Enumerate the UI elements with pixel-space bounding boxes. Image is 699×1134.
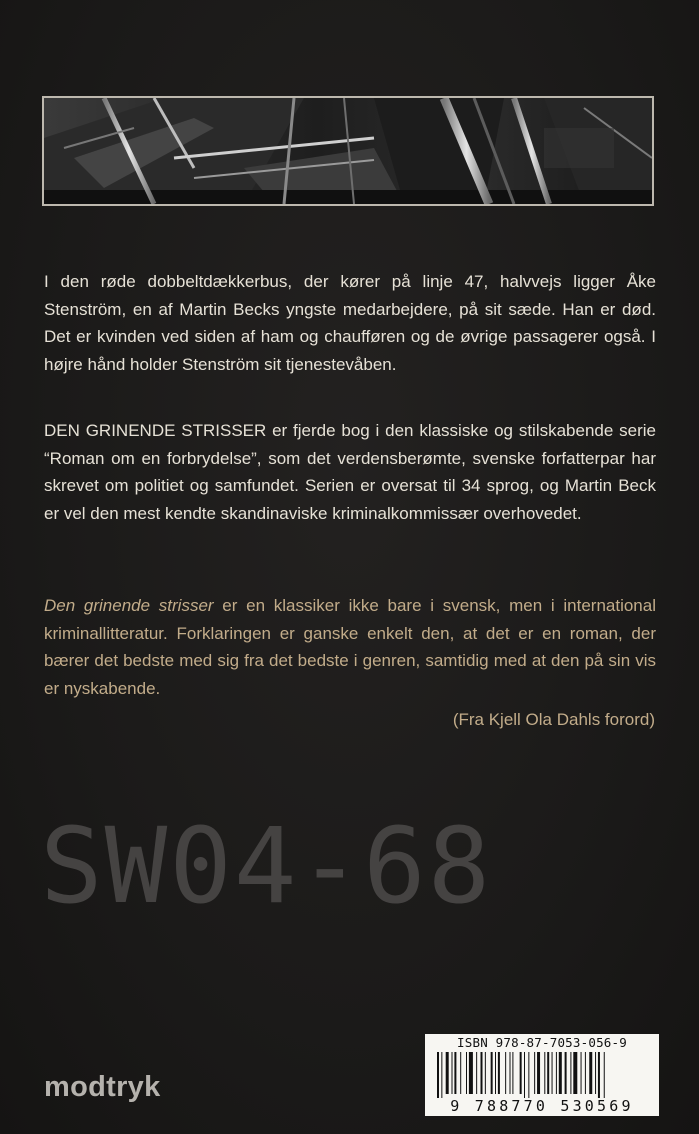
barcode-bar	[481, 1052, 483, 1094]
barcode-bar	[454, 1052, 456, 1094]
barcode-bar	[573, 1052, 577, 1094]
barcode-bar	[520, 1052, 522, 1094]
catalog-code: SW04-68	[40, 805, 493, 927]
barcode-bar	[491, 1052, 493, 1094]
barcode-bar	[452, 1052, 453, 1094]
barcode-bar	[485, 1052, 486, 1094]
barcode-number: 9 788770 530569	[450, 1097, 634, 1115]
barcode-bars	[437, 1052, 647, 1098]
barcode-bar	[446, 1052, 449, 1094]
barcode-bar	[570, 1052, 571, 1094]
foreword-quote	[44, 592, 656, 702]
cover-photo-bus-interior	[42, 96, 654, 206]
barcode-bar	[437, 1052, 439, 1098]
barcode-bar	[544, 1052, 545, 1094]
quote-body: er en klassiker ikke bare i svensk, men i international kriminallitteratur. Forklaringen er ganske enkelt den, at det er en roman, der bærer det bedste med sig fra det bedste i genren, samtidig med at den på sin vis er nyskabende.	[44, 596, 656, 698]
barcode-bar	[565, 1052, 567, 1094]
barcode-bar	[495, 1052, 496, 1094]
barcode-bar	[598, 1052, 600, 1098]
barcode-bar	[585, 1052, 586, 1094]
isbn-barcode	[425, 1034, 659, 1116]
barcode-bar	[524, 1052, 525, 1098]
barcode-bar	[466, 1052, 467, 1094]
barcode-bar	[528, 1052, 529, 1098]
synopsis-paragraph: I den røde dobbeltdækkerbus, der kører på linje 47, halvvejs ligger Åke Stenström, en af Martin Becks yngste medarbejdere, på sit sæde. Han er død. Det er kvinden ved siden af ham og chaufføren og de øvrige passagerer også. I højre hånd holder Stenström sit tjenestevåben.	[44, 272, 656, 374]
barcode-bar	[552, 1052, 553, 1094]
barcode-bar	[559, 1052, 562, 1094]
barcode-bar	[556, 1052, 557, 1094]
barcode-bar	[537, 1052, 540, 1094]
barcode-bar	[498, 1052, 500, 1094]
barcode-bar	[510, 1052, 511, 1094]
barcode-bar	[512, 1052, 513, 1094]
quote-source: (Fra Kjell Ola Dahls forord)	[452, 710, 655, 729]
series-paragraph: DEN GRINENDE STRISSER er fjerde bog i den klassiske og stilskabende serie “Roman om en forbrydelse”, som det verdensberømte, svenske forfatterpar har skrevet om politiet og samfundet. Serien er oversat til 34 sprog, og Martin Beck er vel den mest kendte skandinaviske kriminalkommissær overhovedet.	[44, 421, 656, 523]
barcode-bar	[441, 1052, 442, 1098]
barcode-bar	[604, 1052, 605, 1098]
barcode-bar	[469, 1052, 473, 1094]
isbn-label: ISBN 978-87-7053-056-9	[457, 1035, 627, 1050]
quote-book-title: Den grinende strisser	[44, 596, 214, 615]
barcode-bar	[476, 1052, 477, 1094]
barcode-bar	[595, 1052, 596, 1094]
bus-interior-image	[44, 98, 652, 204]
barcode-bar	[581, 1052, 582, 1094]
barcode-bar	[460, 1052, 461, 1094]
barcode-bar	[589, 1052, 592, 1094]
barcode-bar	[534, 1052, 535, 1094]
barcode-bar	[505, 1052, 506, 1094]
barcode-bar	[547, 1052, 549, 1094]
publisher-logo: modtryk	[44, 1071, 161, 1103]
